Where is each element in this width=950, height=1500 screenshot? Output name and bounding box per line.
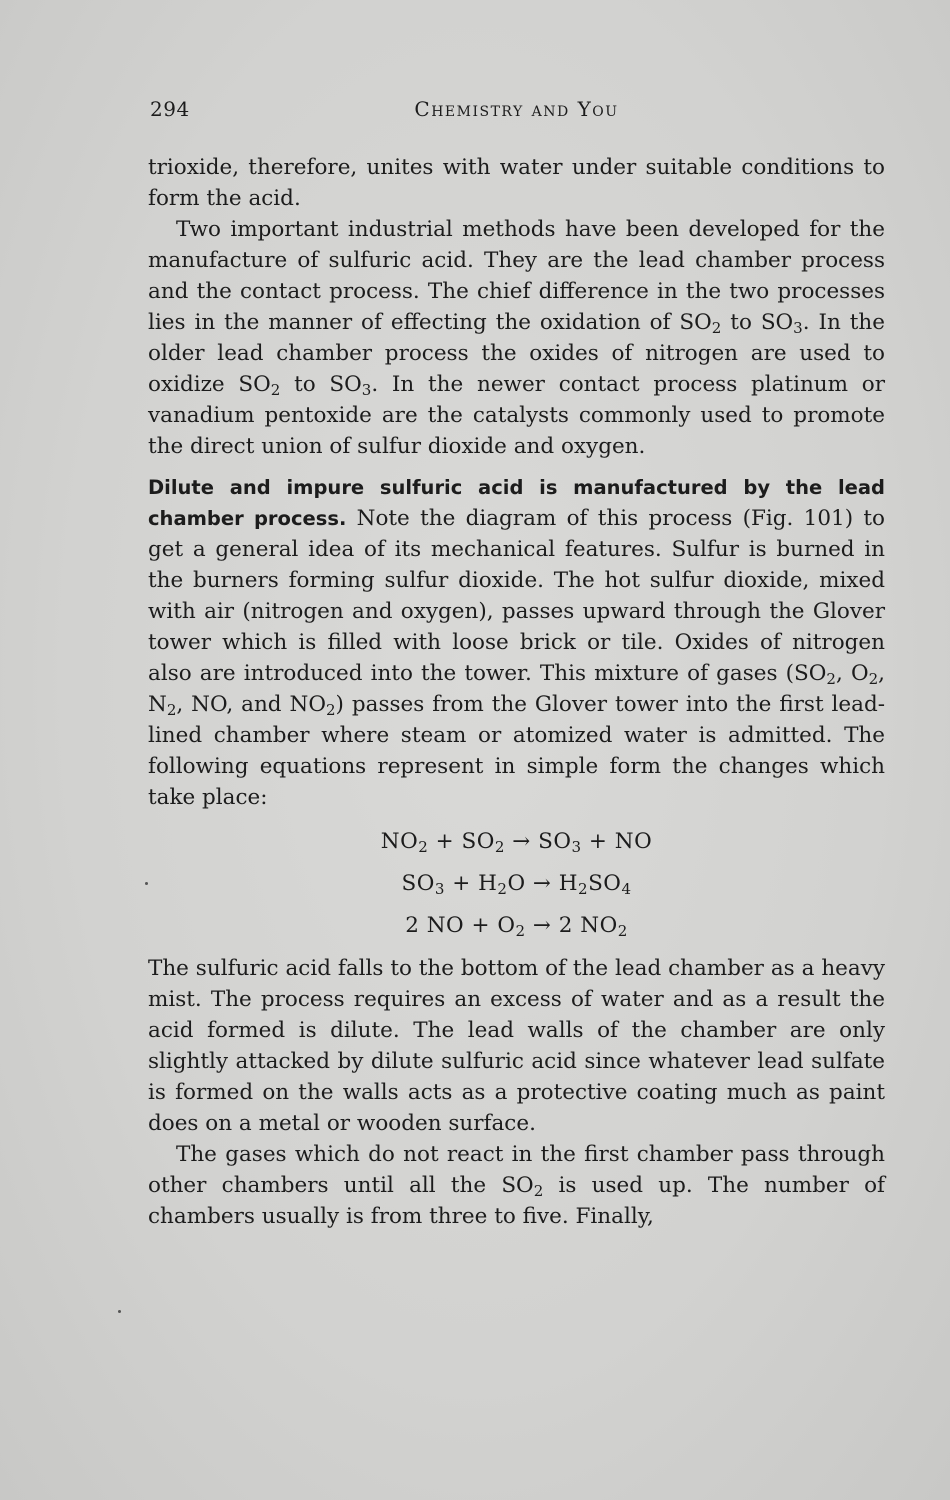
equation-2: $SO_3 + H_2O \to H_2SO_4$: [401, 871, 632, 898]
page-header: [148, 97, 885, 131]
paragraph-3: Dilute and impure sulfuric acid is manufactured by the lead chamber process. Note the diagram of this process (Fig. 101) to get a general idea of its mechanical features. Sulfur is burned in the burners forming sulfur dioxide. The hot sulfur dioxide, mixed with air (nitrogen and oxygen), passes upward through the Glover tower which is filled with loose brick or tile. Oxides of nitrogen also are introduced into the tower. This mixture of gases ($SO_2$, $O_2$, $N_2$, NO, and $NO_2$) passes from the Glover tower into the first lead-lined chamber where steam or atomized water is admitted. The following equations represent in simple form the changes which take place:: [148, 476, 886, 810]
paragraph-2: Two important industrial methods have been developed for the manufacture of sulfuric acid. They are the lead chamber process and the contact process. The chief difference in the two processes lies in the manner of effecting the oxidation of $SO_2$ to $SO_3$. In the older lead chamber process the oxides of nitrogen are used to oxidize $SO_2$ to $SO_3$. In the newer contact process platinum or vanadium pentoxide are the catalysts commonly used to promote the direct union of sulfur dioxide and oxygen.: [148, 217, 886, 459]
ink-speck: [145, 882, 148, 885]
body-text: [148, 152, 885, 1232]
page-number: 294: [150, 97, 190, 121]
section-lead: Dilute and impure sulfuric acid is manufactured by the lead chamber process.: [148, 476, 885, 530]
equation-block: [148, 821, 885, 947]
ink-speck: [118, 1310, 121, 1313]
equation-3: 2 NO + $O_2 \to 2$ $NO_2$: [405, 913, 628, 940]
paragraph-4: The sulfuric acid falls to the bottom of the lead chamber as a heavy mist. The process requires an excess of water and as a result the acid formed is dilute. The lead walls of the chamber are only slightly attacked by dilute sulfuric acid since whatever lead sulfate is formed on the walls acts as a protective coating much as paint does on a metal or wooden surface.: [148, 956, 885, 1136]
paragraph-1: trioxide, therefore, unites with water under suitable conditions to form the acid.: [148, 155, 885, 211]
running-head: Chemistry and You: [414, 97, 619, 121]
equation-1: $NO_2 + SO_2 \to SO_3$ + NO: [380, 829, 653, 856]
paragraph-5: The gases which do not react in the first chamber pass through other chambers until all the $SO_2$ is used up. The number of chambers usually is from three to five. Finally,: [148, 1142, 886, 1229]
